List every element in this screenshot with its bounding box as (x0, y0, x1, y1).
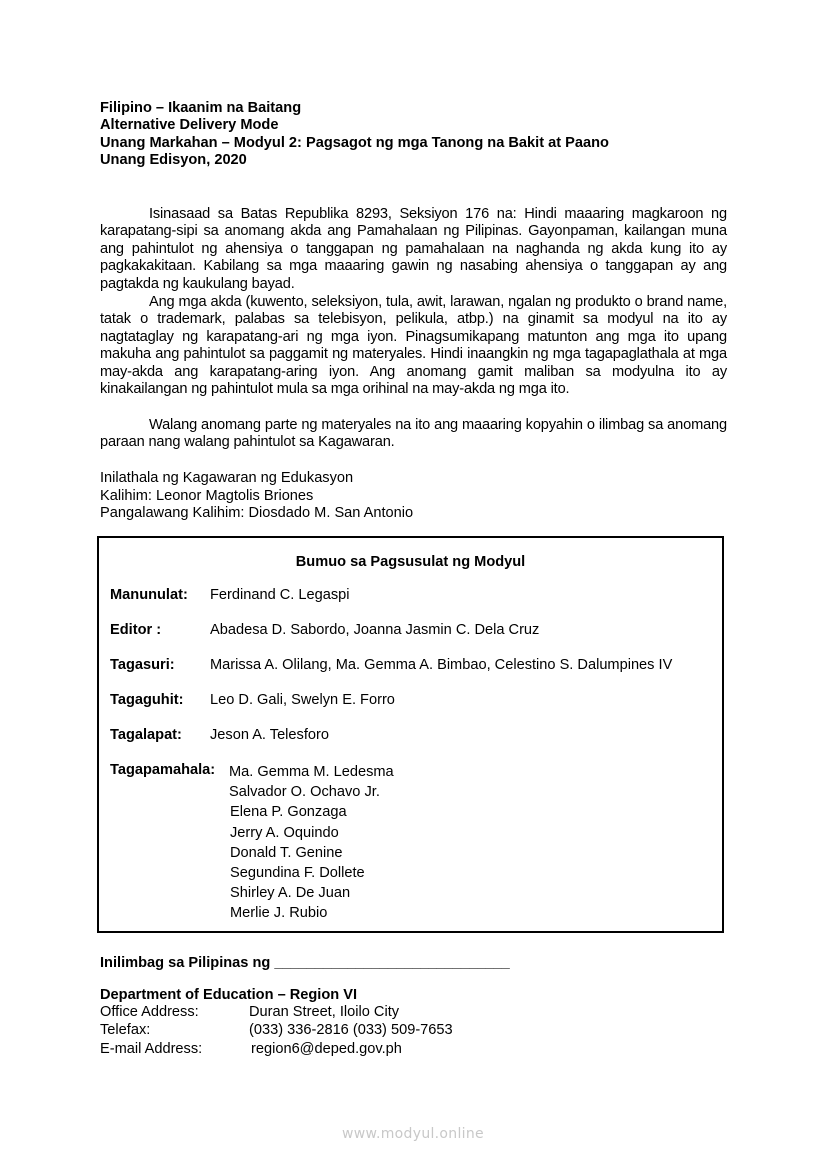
printed-blank: _____________________________ (274, 955, 510, 971)
printed-label: Inilimbag sa Pilipinas ng (100, 955, 271, 971)
manager-name: Shirley A. De Juan (230, 885, 351, 902)
secretary-line: Kalihim: Leonor Magtolis Briones (100, 487, 314, 504)
credit-names: Leo D. Gali, Swelyn E. Forro (210, 692, 395, 708)
credit-row-editor (110, 622, 539, 638)
copyright-page (100, 100, 727, 521)
deped-region-title: Department of Education – Region VI (100, 987, 358, 1003)
credit-role: Editor : (110, 622, 162, 638)
credit-row-management (110, 762, 216, 778)
office-address-row (100, 1004, 453, 1021)
credit-names: Marissa A. Olilang, Ma. Gemma A. Bimbao, Celestino S. Dalumpines IV (210, 657, 673, 673)
site-watermark: www.modyul.online (342, 1126, 484, 1142)
manager-name: Elena P. Gonzaga (230, 804, 347, 821)
credit-role: Tagapamahala: (110, 762, 216, 778)
management-team-list (230, 762, 394, 924)
telefax-label: Telefax: (100, 1021, 151, 1038)
credits-box (97, 536, 724, 933)
copyright-paragraph-2: Ang mga akda (kuwento, seleksiyon, tula, awit, larawan, ngalan ng produkto o brand name, tatak o trademark, palabas sa telebisyon, pelikula, atbp.) na ginamit sa modyul na ito ay nagtataglay ng karapatang-ari ng mga iyon. Pinagsumikapang matunton ang mga ito upang makuha ang pahintulot sa paggamit ng materyales. Hindi inaangkin ng mga tagapaglathala at mga may-akda ang karapatang-aring iyon. Ang anomang gamit maliban sa modyulna ito ay kinakailangan ng pahintulot mula sa mga orihinal na may-akda ng mga ito. (100, 294, 727, 398)
email-label: E-mail Address: (100, 1040, 203, 1057)
credit-names: Abadesa D. Sabordo, Joanna Jasmin C. Dela Cruz (210, 622, 540, 638)
copyright-paragraph-1: Isinasaad sa Batas Republika 8293, Seksiyon 176 na: Hindi maaaring magkaroon ng karapatang-sipi sa anomang akda ang Pamahalaan ng Pilipinas. Gayonpaman, kailangan muna ang pahintulot ng ahensiya o tanggapan ng pamahalaan na naghanda ng akda kung ito ay pagkakakitaan. Kabilang sa mga maaaring gawin ng nasabing ahensiya o tanggapan ay ang pagtakda ng kaukulang bayad. (100, 206, 727, 292)
undersecretary-line: Pangalawang Kalihim: Diosdado M. San Antonio (100, 505, 414, 521)
telefax-row (100, 1022, 453, 1039)
credit-names: Jeson A. Telesforo (210, 727, 329, 743)
credit-role: Tagasuri: (110, 657, 175, 673)
credit-row-writer (110, 587, 350, 603)
credit-role: Tagaguhit: (110, 692, 184, 708)
manager-name: Segundina F. Dollete (230, 865, 365, 882)
credits-title: Bumuo sa Pagsusulat ng Modyul (295, 554, 526, 570)
manager-name: Ma. Gemma M. Ledesma (229, 764, 394, 780)
copyright-paragraph-3: Walang anomang parte ng materyales na ito ang maaaring kopyahin o ilimbag sa anomang paraan nang walang pahintulot sa Kagawaran. (100, 417, 727, 451)
manager-name: Donald T. Genine (230, 844, 343, 861)
printed-in-line (100, 955, 510, 971)
email-value: region6@deped.gov.ph (251, 1040, 402, 1057)
manager-name: Merlie J. Rubio (230, 905, 328, 922)
edition-line: Unang Edisyon, 2020 (100, 151, 247, 168)
office-address-value: Duran Street, Iloilo City (249, 1004, 400, 1021)
delivery-mode-line: Alternative Delivery Mode (100, 117, 279, 134)
manager-name: Salvador O. Ochavo Jr. (229, 784, 380, 801)
telefax-value: (033) 336-2816 (033) 509-7653 (249, 1021, 453, 1038)
credit-names: Ferdinand C. Legaspi (210, 587, 350, 603)
publisher-line: Inilathala ng Kagawaran ng Edukasyon (100, 470, 354, 486)
office-address-label: Office Address: (100, 1004, 199, 1021)
module-header (100, 100, 727, 169)
deped-contact-block (100, 987, 453, 1058)
credit-row-layout-artist (110, 727, 329, 743)
manager-name: Jerry A. Oquindo (230, 824, 339, 841)
credit-role: Manunulat: (110, 587, 188, 603)
credit-row-reviewer (110, 657, 672, 673)
credit-row-illustrator (110, 692, 395, 708)
subject-grade-line: Filipino – Ikaanim na Baitang (100, 100, 302, 116)
publisher-info (100, 470, 413, 523)
email-row (100, 1041, 453, 1058)
credit-role: Tagalapat: (110, 727, 182, 743)
module-title-line: Unang Markahan – Modyul 2: Pagsagot ng mga Tanong na Bakit at Paano (100, 134, 609, 151)
